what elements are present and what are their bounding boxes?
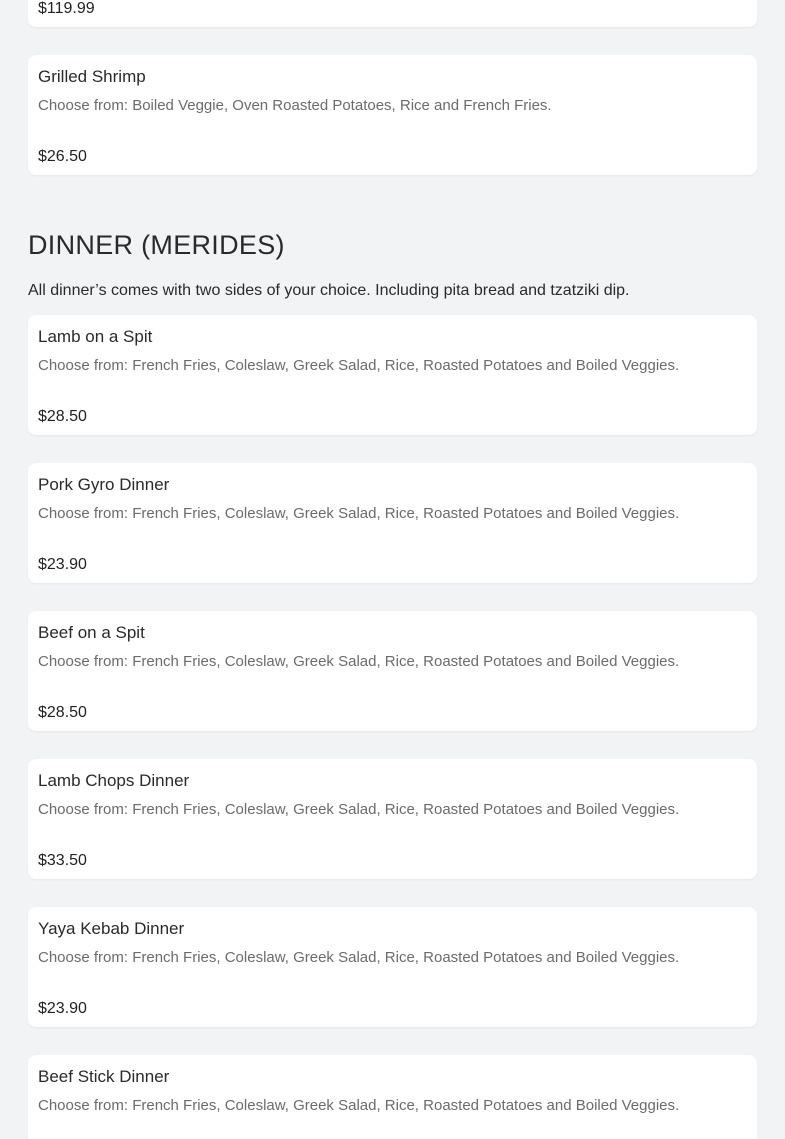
menu-item-price: $28.50 — [38, 408, 87, 425]
menu-item-price: $26.50 — [38, 148, 87, 165]
section-description: All dinner’s comes with two sides of your choice. Including pita bread and tzatziki dip. — [28, 282, 630, 299]
menu-item-description: Choose from: French Fries, Coleslaw, Greek Salad, Rice, Roasted Potatoes and Boiled Veggies. — [38, 949, 680, 966]
menu-item-name: Beef Stick Dinner — [38, 1067, 170, 1086]
menu-item-name: Pork Gyro Dinner — [38, 475, 170, 494]
menu-item-card[interactable] — [28, 315, 757, 435]
menu-item-description: Choose from: French Fries, Coleslaw, Greek Salad, Rice, Roasted Potatoes and Boiled Veggies. — [38, 1097, 680, 1114]
menu-item-price: $28.50 — [38, 704, 87, 721]
menu-item-card[interactable] — [28, 907, 757, 1027]
menu-item-price: $119.99 — [38, 0, 95, 17]
menu-item-name: Grilled Shrimp — [38, 67, 146, 86]
menu-item-name: Beef on a Spit — [38, 623, 145, 642]
menu-item-card[interactable] — [28, 0, 757, 27]
menu-item-card[interactable] — [28, 55, 757, 175]
menu-item-card[interactable] — [28, 759, 757, 879]
menu-item-name: Lamb Chops Dinner — [38, 771, 190, 790]
menu-item-card[interactable] — [28, 1055, 757, 1139]
menu-item-price: $33.50 — [38, 852, 87, 869]
menu-item-name: Lamb on a Spit — [38, 327, 153, 346]
menu-item-description: Choose from: French Fries, Coleslaw, Greek Salad, Rice, Roasted Potatoes and Boiled Veggies. — [38, 801, 680, 818]
menu-item-price: $23.90 — [38, 556, 87, 573]
menu-item-card[interactable] — [28, 463, 757, 583]
menu-item-price: $23.90 — [38, 1000, 87, 1017]
menu-item-name: Yaya Kebab Dinner — [38, 919, 185, 938]
menu-item-description: Choose from: Boiled Veggie, Oven Roasted Potatoes, Rice and French Fries. — [38, 97, 552, 114]
menu-item-description: Choose from: French Fries, Coleslaw, Greek Salad, Rice, Roasted Potatoes and Boiled Veggies. — [38, 357, 680, 374]
menu-item-card[interactable] — [28, 611, 757, 731]
section-title: DINNER (MERIDES) — [28, 230, 285, 260]
menu-item-description: Choose from: French Fries, Coleslaw, Greek Salad, Rice, Roasted Potatoes and Boiled Veggies. — [38, 505, 680, 522]
menu-item-description: Choose from: French Fries, Coleslaw, Greek Salad, Rice, Roasted Potatoes and Boiled Veggies. — [38, 653, 680, 670]
